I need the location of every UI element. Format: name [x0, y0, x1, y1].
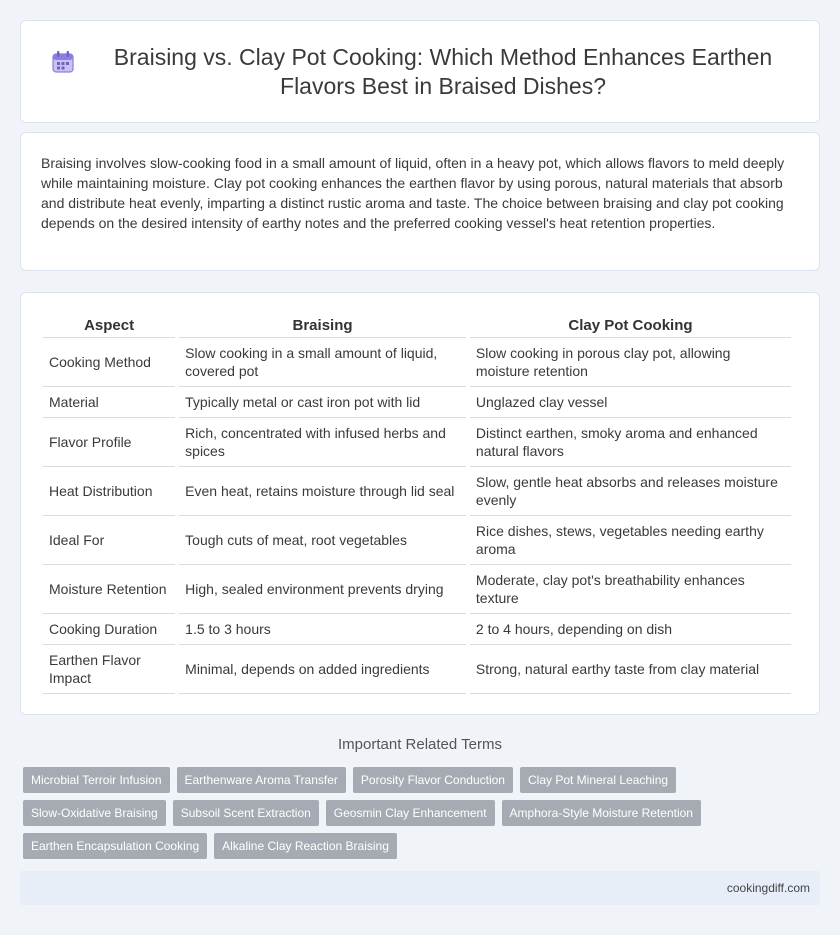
header-braising: Braising	[179, 313, 466, 338]
table-row	[43, 387, 791, 418]
related-terms-list	[23, 767, 813, 866]
related-term-tag[interactable]: Porosity Flavor Conduction	[353, 767, 513, 793]
row-aspect: Heat Distribution	[43, 467, 175, 516]
row-clay-pot: Strong, natural earthy taste from clay material	[470, 645, 791, 694]
row-braising: Slow cooking in a small amount of liquid, covered pot	[179, 338, 466, 387]
header-clay-pot: Clay Pot Cooking	[470, 313, 791, 338]
row-clay-pot: Slow, gentle heat absorbs and releases moisture evenly	[470, 467, 791, 516]
row-aspect: Flavor Profile	[43, 418, 175, 467]
header-aspect: Aspect	[43, 313, 175, 338]
related-term-tag[interactable]: Earthen Encapsulation Cooking	[23, 833, 207, 859]
table-row	[43, 645, 791, 694]
title-card	[20, 20, 820, 123]
title-wrap	[50, 43, 790, 101]
row-braising: 1.5 to 3 hours	[179, 614, 466, 645]
intro-paragraph: Braising involves slow-cooking food in a small amount of liquid, often in a heavy pot, which allows flavors to meld deeply while maintaining moisture. Clay pot cooking enhances the earthen flavor by using porous, natural materials that absorb and distribute heat evenly, imparting a distinct rustic aroma and taste. The choice between braising and clay pot cooking depends on the desired intensity of earthy notes and the preferred cooking vessel's heat retention properties.	[41, 155, 785, 231]
row-braising: Tough cuts of meat, root vegetables	[179, 516, 466, 565]
row-braising: Rich, concentrated with infused herbs and spices	[179, 418, 466, 467]
intro-card	[20, 132, 820, 271]
related-term-tag[interactable]: Alkaline Clay Reaction Braising	[214, 833, 397, 859]
row-aspect: Material	[43, 387, 175, 418]
footer	[20, 871, 820, 905]
row-clay-pot: Distinct earthen, smoky aroma and enhanced natural flavors	[470, 418, 791, 467]
row-aspect: Earthen Flavor Impact	[43, 645, 175, 694]
table-row	[43, 516, 791, 565]
related-term-tag[interactable]: Slow-Oxidative Braising	[23, 800, 166, 826]
row-braising: Typically metal or cast iron pot with lid	[179, 387, 466, 418]
footer-site-link[interactable]: cookingdiff.com	[726, 881, 810, 895]
row-clay-pot: 2 to 4 hours, depending on dish	[470, 614, 791, 645]
related-term-tag[interactable]: Microbial Terroir Infusion	[23, 767, 170, 793]
row-clay-pot: Unglazed clay vessel	[470, 387, 791, 418]
table-row	[43, 614, 791, 645]
related-term-tag[interactable]: Geosmin Clay Enhancement	[326, 800, 495, 826]
comparison-card	[20, 292, 820, 715]
row-braising: High, sealed environment prevents drying	[179, 565, 466, 614]
row-aspect: Cooking Duration	[43, 614, 175, 645]
row-aspect: Ideal For	[43, 516, 175, 565]
comparison-table	[39, 313, 795, 694]
table-row	[43, 467, 791, 516]
related-term-tag[interactable]: Amphora-Style Moisture Retention	[502, 800, 701, 826]
table-row	[43, 338, 791, 387]
row-aspect: Moisture Retention	[43, 565, 175, 614]
calendar-icon	[50, 49, 76, 75]
row-aspect: Cooking Method	[43, 338, 175, 387]
related-terms-title: Important Related Terms	[338, 736, 502, 753]
related-term-tag[interactable]: Subsoil Scent Extraction	[173, 800, 319, 826]
table-row	[43, 565, 791, 614]
row-clay-pot: Rice dishes, stews, vegetables needing earthy aroma	[470, 516, 791, 565]
related-term-tag[interactable]: Earthenware Aroma Transfer	[177, 767, 346, 793]
related-term-tag[interactable]: Clay Pot Mineral Leaching	[520, 767, 676, 793]
page-title: Braising vs. Clay Pot Cooking: Which Method Enhances Earthen Flavors Best in Braised Dishes?	[113, 43, 773, 99]
row-braising: Even heat, retains moisture through lid seal	[179, 467, 466, 516]
row-braising: Minimal, depends on added ingredients	[179, 645, 466, 694]
row-clay-pot: Moderate, clay pot's breathability enhances texture	[470, 565, 791, 614]
row-clay-pot: Slow cooking in porous clay pot, allowing moisture retention	[470, 338, 791, 387]
table-header-row	[43, 313, 791, 338]
table-row	[43, 418, 791, 467]
